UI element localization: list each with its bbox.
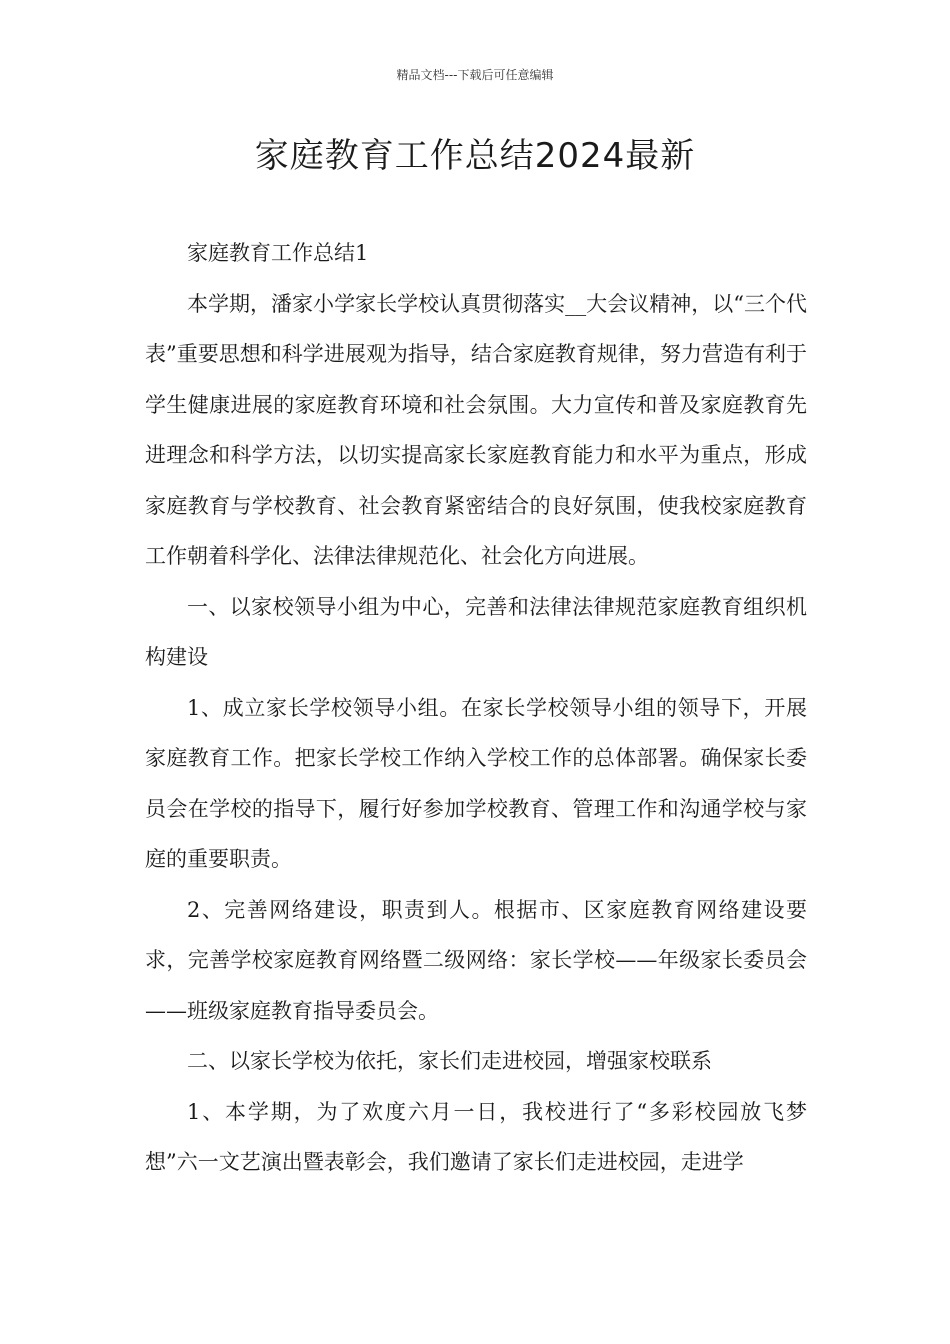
section-heading: 一、以家校领导小组为中心，完善和法律法律规范家庭教育组织机构建设 bbox=[145, 594, 807, 669]
body-paragraph: 1、本学期，为了欢度六月一日，我校进行了“多彩校园放飞梦想”六一文艺演出暨表彰会，我们邀请了家长们走进校园，走进学 bbox=[145, 1099, 807, 1174]
body-paragraph: 2、完善网络建设，职责到人。根据市、区家庭教育网络建设要求，完善学校家庭教育网络暨二级网络：家长学校——年级家长委员会——班级家庭教育指导委员会。 bbox=[145, 897, 807, 1023]
section-heading: 二、以家长学校为依托，家长们走进校园，增强家校联系 bbox=[187, 1049, 712, 1073]
section-heading: 家庭教育工作总结1 bbox=[187, 241, 369, 265]
body-paragraph: 本学期，潘家小学家长学校认真贯彻落实__大会议精神，以“三个代表”重要思想和科学进展观为指导，结合家庭教育规律，努力营造有利于学生健康进展的家庭教育环境和社会氛围。大力宣传和普及家庭教育先进理念和科学方法，以切实提高家长家庭教育能力和水平为重点，形成家庭教育与学校教育、社会教育紧密结合的良好氛围，使我校家庭教育工作朝着科学化、法律法律规范化、社会化方向进展。 bbox=[145, 291, 807, 568]
header-note: 精品文档---下载后可任意编辑 bbox=[396, 68, 554, 82]
document-body bbox=[145, 228, 807, 1188]
document-title: 家庭教育工作总结2024最新 bbox=[254, 136, 696, 176]
body-paragraph: 1、成立家长学校领导小组。在家长学校领导小组的领导下，开展家庭教育工作。把家长学校工作纳入学校工作的总体部署。确保家长委员会在学校的指导下，履行好参加学校教育、管理工作和沟通学校与家庭的重要职责。 bbox=[145, 695, 807, 871]
